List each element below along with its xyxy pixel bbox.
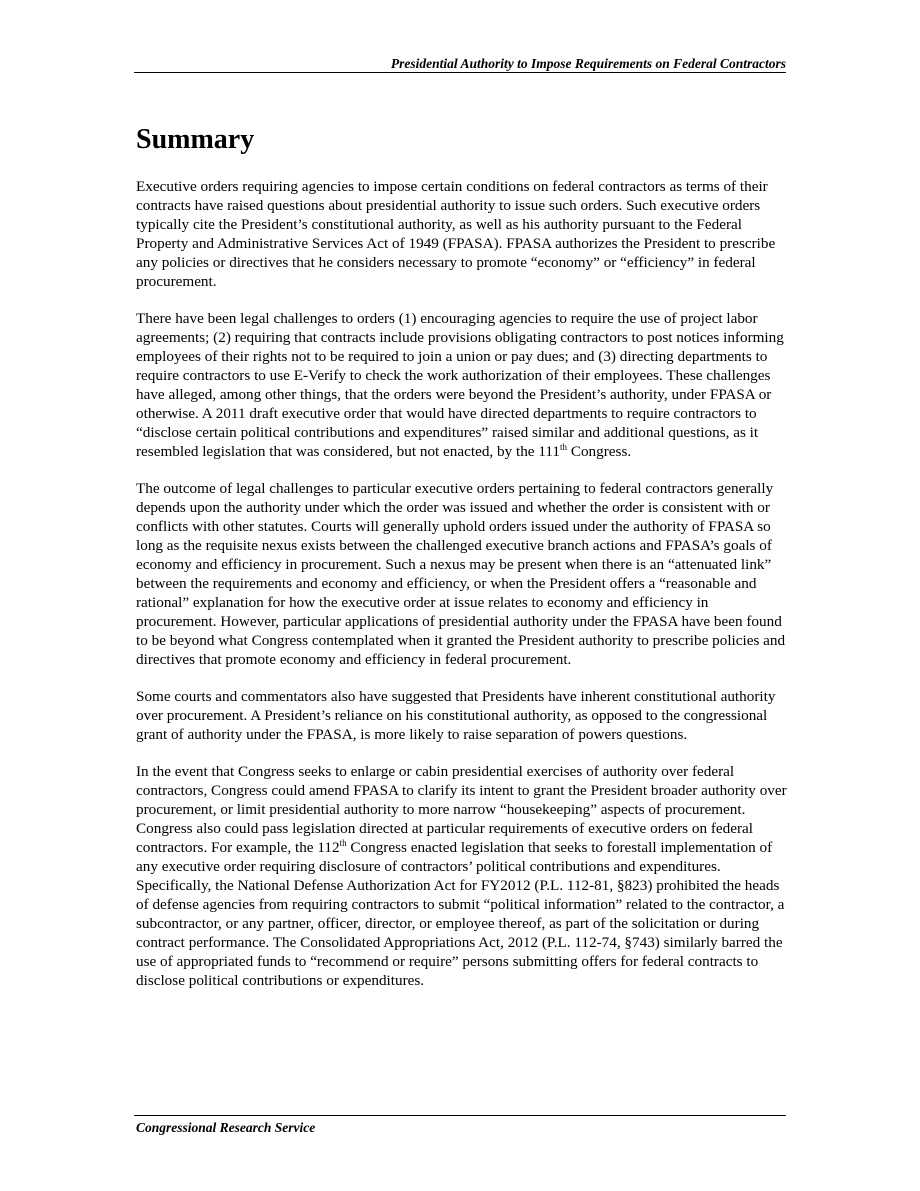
paragraph-5-text: In the event that Congress seeks to enlarge or cabin presidential exercises of authority over federal contractors, Congress could amend FPASA to clarify its intent to grant the President broader authority over procurement, or limit presidential authority to more narrow “housekeeping” aspects of procurement. Congress also could pass legislation directed at particular requirements of executive orders on federal contractors. For example, the 112 <box>136 763 787 856</box>
paragraph-1: Executive orders requiring agencies to impose certain conditions on federal contractors as terms of their contracts have raised questions about presidential authority to issue such orders. Such executive orders typically cite the President’s constitutional authority, as well as his authority pursuant to the Federal Property and Administrative Services Act of 1949 (FPASA). FPASA authorizes the President to prescribe any policies or directives that he considers necessary to promote “economy” or “efficiency” in federal procurement. <box>136 178 776 290</box>
paragraph-2-text: There have been legal challenges to orders (1) encouraging agencies to require the use of project labor agreements; (2) requiring that contracts include provisions obligating contractors to post notices informing employees of their rights not to be required to join a union or pay dues; and (3) directing departments to require contractors to use E-Verify to check the work authorization of their employees. These challenges have alleged, among other things, that the orders were beyond the President’s authority, under FPASA or otherwise. A 2011 draft executive order that would have directed departments to require contractors to “disclose certain political contributions and expenditures” raised similar and additional questions, as it resembled legislation that was considered, but not enacted, by the 111 <box>136 310 784 460</box>
paragraph-2 <box>136 309 788 461</box>
ordinal-superscript: th <box>339 837 347 848</box>
summary-body <box>136 177 788 1008</box>
paragraph-4: Some courts and commentators also have suggested that Presidents have inherent constitutional authority over procurement. A President’s reliance on his constitutional authority, as opposed to the congressional grant of authority under the FPASA, is more likely to raise separation of powers questions. <box>136 688 776 743</box>
paragraph-3: The outcome of legal challenges to particular executive orders pertaining to federal contractors generally depends upon the authority under which the order was issued and whether the order is consistent with or conflicts with other statutes. Courts will generally uphold orders issued under the authority of FPASA so long as the requisite nexus exists between the challenged executive branch actions and FPASA’s goals of economy and efficiency in procurement. Such a nexus may be present when there is an “attenuated link” between the requirements and economy and efficiency, or when the President offers a “reasonable and rational” explanation for how the executive order at issue relates to economy and efficiency in procurement. However, particular applications of presidential authority under the FPASA have been found to be beyond what Congress contemplated when it granted the President authority to prescribe policies and directives that promote economy and efficiency in federal procurement. <box>136 480 786 668</box>
footer-source: Congressional Research Service <box>136 1120 316 1135</box>
paragraph-2-text-end: Congress. <box>567 443 632 460</box>
paragraph-5 <box>136 762 788 990</box>
footer-divider <box>134 1115 786 1116</box>
header-divider <box>134 72 786 73</box>
running-header: Presidential Authority to Impose Requirements on Federal Contractors <box>390 56 786 71</box>
paragraph-5-text-end: Congress enacted legislation that seeks to forestall implementation of any executive order requiring disclosure of contractors’ political contributions and expenditures. Specifically, the National Defense Authorization Act for FY2012 (P.L. 112-81, §823) prohibited the heads of defense agencies from requiring contractors to submit “political information” related to the contractor, a subcontractor, or any partner, officer, director, or employee thereof, as part of the solicitation or during contract performance. The Consolidated Appropriations Act, 2012 (P.L. 112-74, §743) similarly barred the use of appropriated funds to “recommend or require” persons submitting offers for federal contracts to disclose political contributions or expenditures. <box>136 839 785 989</box>
ordinal-superscript: th <box>560 441 568 452</box>
page-title: Summary <box>136 124 255 155</box>
